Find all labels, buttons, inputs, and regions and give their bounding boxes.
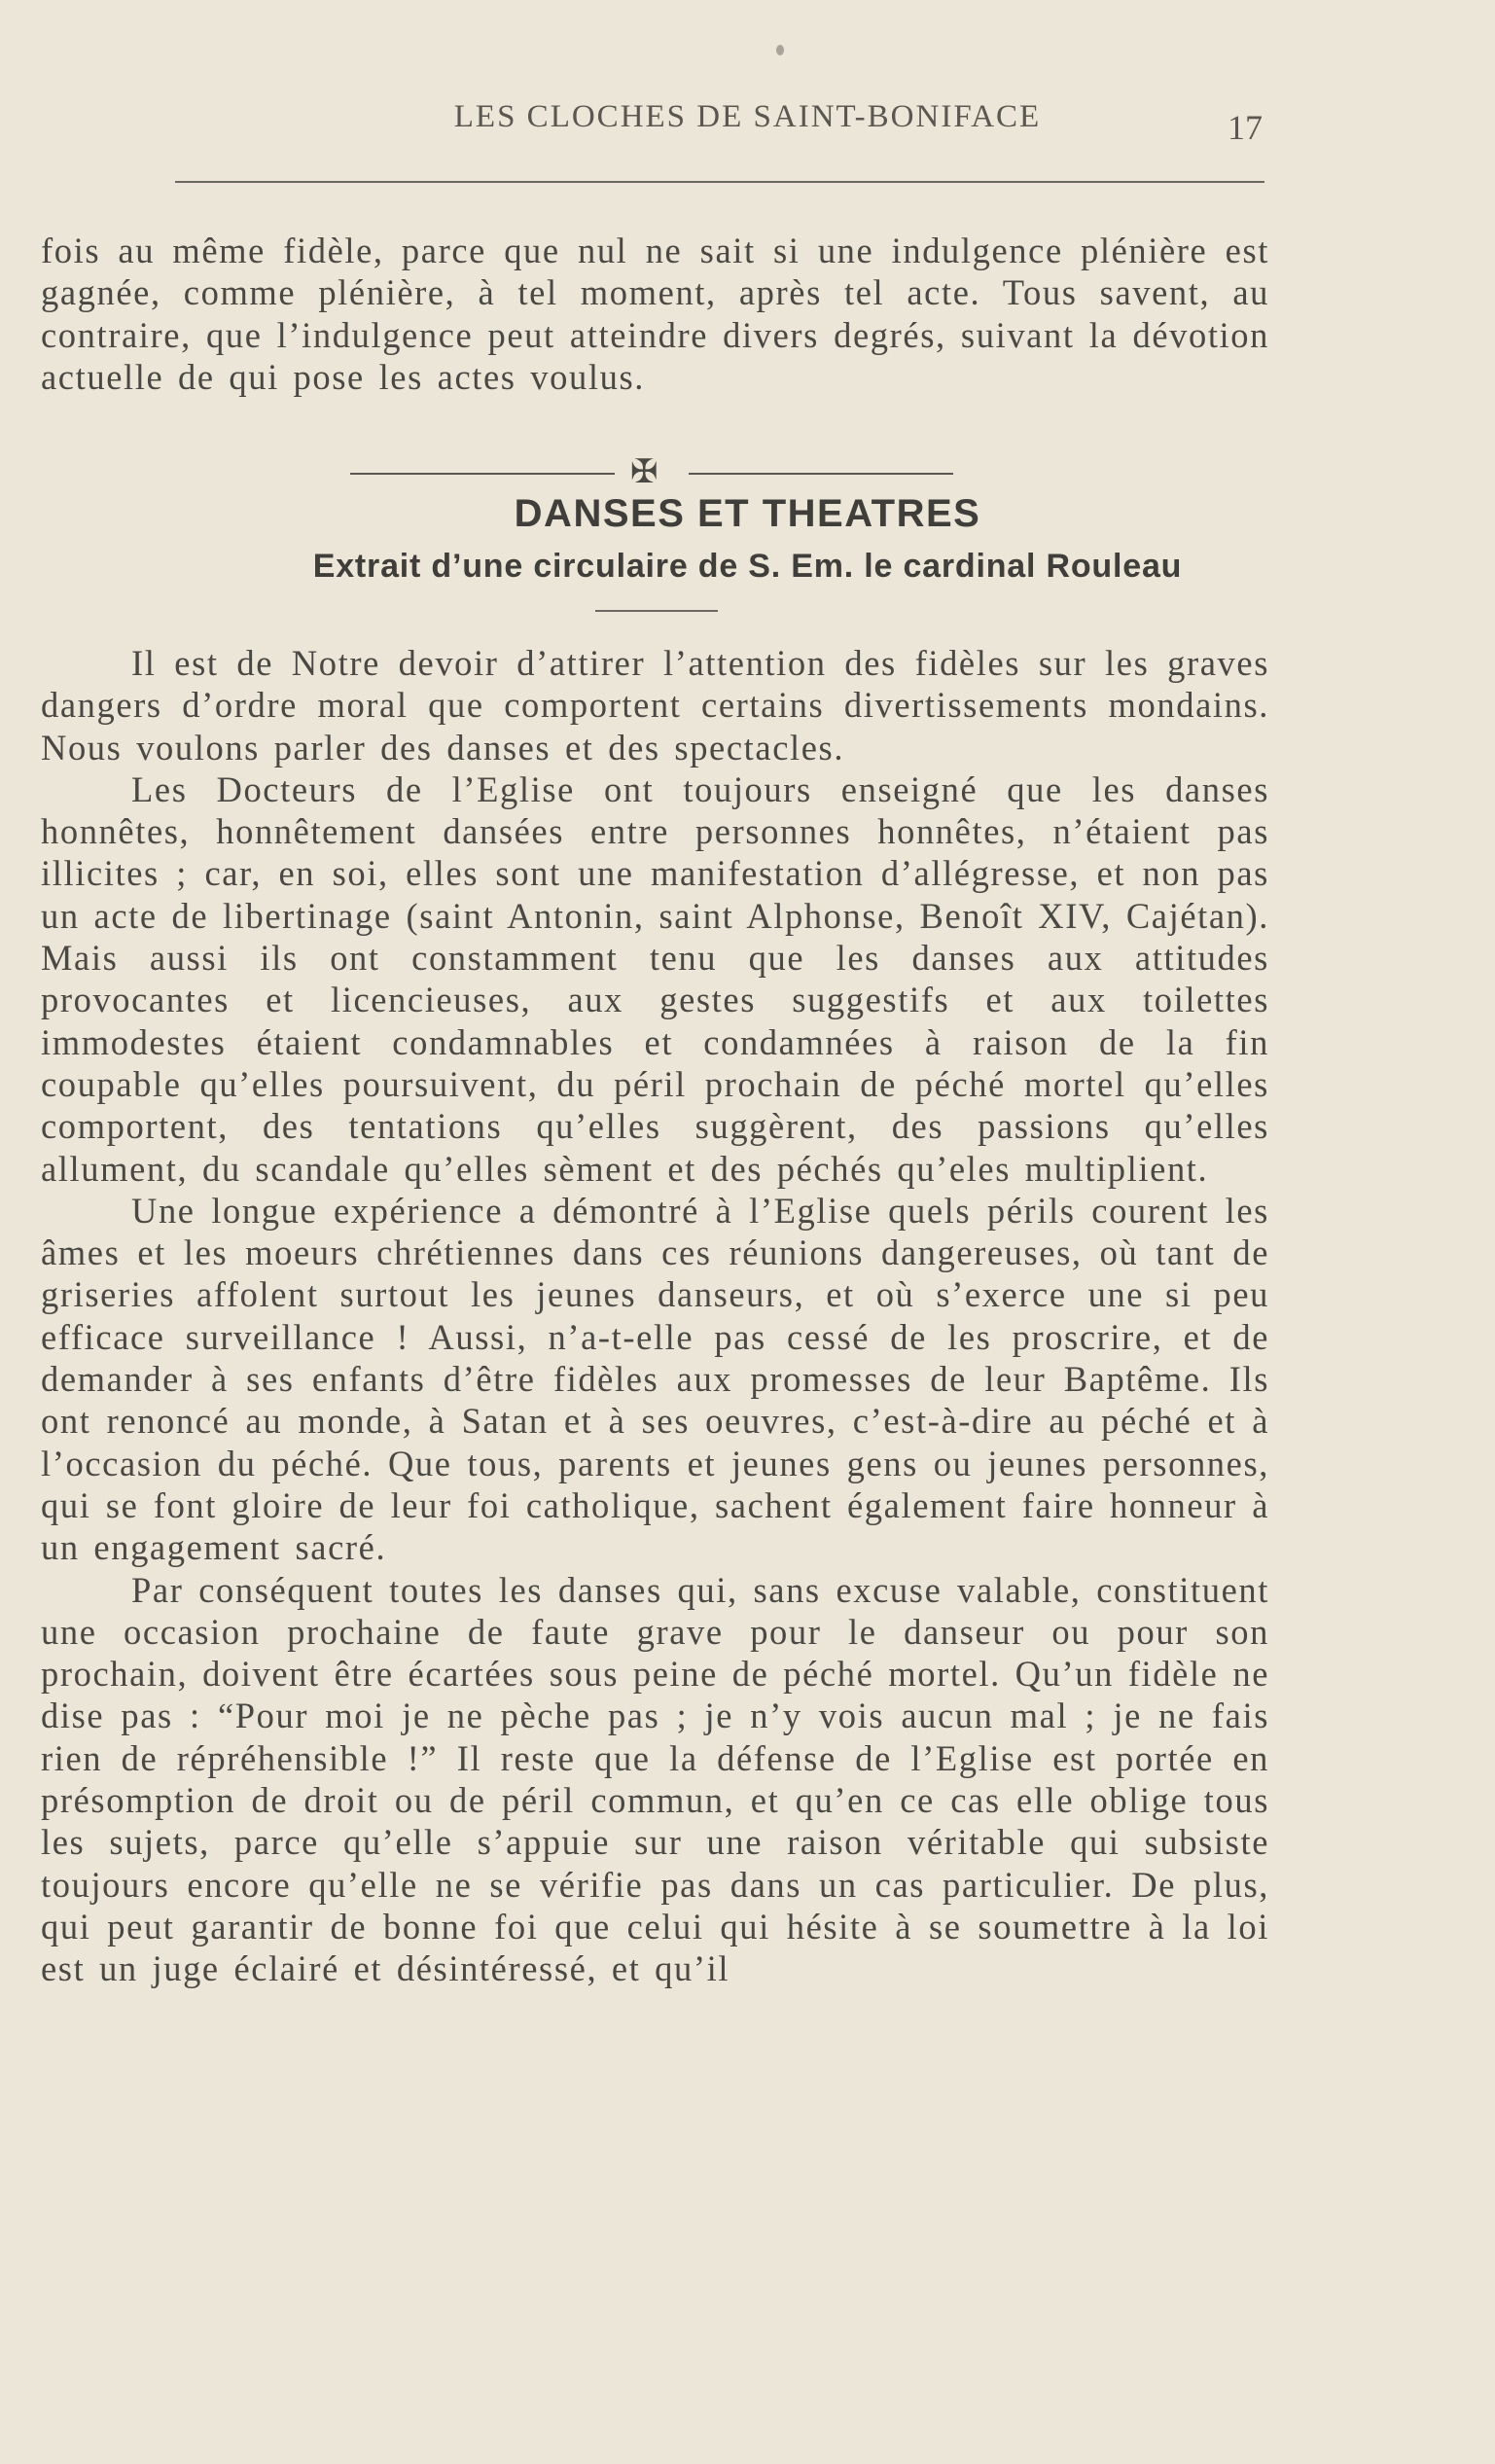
page-number: 17: [1228, 108, 1263, 147]
header-rule: [175, 181, 1264, 183]
separator-line-left: [350, 473, 615, 475]
running-head: LES CLOCHES DE SAINT-BONIFACE: [453, 99, 1042, 134]
article-title: DANSES ET THEATRES: [514, 492, 981, 535]
separator-line-right: [689, 473, 953, 475]
section-separator: [350, 454, 953, 490]
article-paragraph-4: Par conséquent toutes les danses qui, sans excuse valable, constituent une occasion prochaine de faute grave pour le danseur ou pour son prochain, doivent être écartées sous peine de péché mortel. Qu’un fidèle ne dise pas : “Pour moi je ne pèche pas ; je n’y vois aucun mal ; je ne fais rien de répréhensible !” Il reste que la défense de l’Eglise est portée en présomption de droit ou de péril commun, et qu’en ce cas elle oblige tous les sujets, parce qu’elle s’appuie sur une raison véritable qui subsiste toujours encore qu’elle ne se vérifie pas dans un cas particulier. De plus, qui peut garantir de bonne foi que celui qui hésite à se soumettre à la loi est un juge éclairé et désintéressé, et qu’il: [41, 1569, 1269, 1989]
article-body: [41, 642, 1269, 1990]
intro-paragraph: fois au même fidèle, parce que nul ne sait si une indulgence plénière est gagnée, comme plénière, à tel moment, après tel acte. Tous savent, au contraire, que l’indulgence peut atteindre divers degrés, suivant la dévotion actuelle de qui pose les actes voulus.: [41, 231, 1269, 397]
title-rule: [595, 610, 718, 612]
intro-text: [41, 230, 1269, 398]
article-paragraph-3: Une longue expérience a démontré à l’Eglise quels périls courent les âmes et les moeurs chrétiennes dans ces réunions dangereuses, où tant de griseries affolent surtout les jeunes danseurs, et où s’exerce une si peu efficace surveillance ! Aussi, n’a-t-elle pas cessé de les proscrire, et de demander à ses enfants d’être fidèles aux promesses de leur Baptême. Ils ont renoncé au monde, à Satan et à ses oeuvres, c’est-à-dire au péché et à l’occasion du péché. Que tous, parents et jeunes gens ou jeunes personnes, qui se font gloire de leur foi catholique, sachent également faire honneur à un engagement sacré.: [41, 1190, 1269, 1568]
article-paragraph-1: Il est de Notre devoir d’attirer l’attention des fidèles sur les graves dangers d’ordre moral que comportent certains divertissements mondains. Nous voulons parler des danses et des spectacles.: [41, 643, 1269, 768]
ink-dot: [776, 45, 784, 55]
article-subtitle: Extrait d’une circulaire de S. Em. le cardinal Rouleau: [312, 548, 1183, 585]
article-paragraph-2: Les Docteurs de l’Eglise ont toujours enseigné que les danses honnêtes, honnêtement dansées entre personnes honnêtes, n’étaient pas illicites ; car, en soi, elles sont une manifestation d’allégresse, et non pas un acte de libertinage (saint Antonin, saint Alphonse, Benoît XIV, Cajétan). Mais aussi ils ont constamment tenu que les danses aux attitudes provocantes et licencieuses, aux gestes suggestifs et aux toilettes immodestes étaient condamnables et condamnées à raison de la fin coupable qu’elles poursuivent, du péril prochain de péché mortel qu’elles comportent, des tentations qu’elles suggèrent, des passions qu’elles allument, du scandale qu’elles sèment et des péchés qu’eles multiplient.: [41, 768, 1269, 1189]
maltese-cross-icon: ✠: [630, 454, 659, 490]
